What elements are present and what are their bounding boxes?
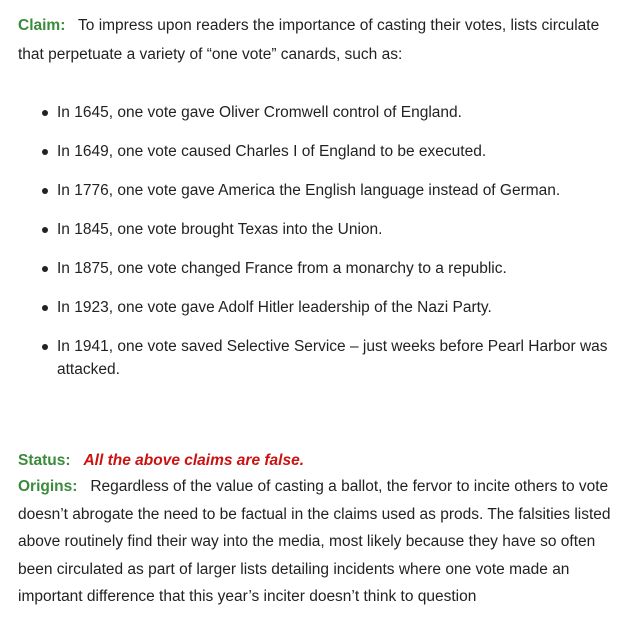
claim-paragraph (18, 11, 628, 69)
list-item: In 1776, one vote gave America the English language instead of German. (18, 179, 628, 202)
status-label: Status: (18, 452, 71, 469)
status-value: All the above claims are false. (83, 452, 305, 469)
claims-list (18, 101, 628, 397)
origins-paragraph (18, 473, 624, 611)
claim-label: Claim: (18, 17, 66, 34)
claim-text: To impress upon readers the importance of casting their votes, lists circulate that perpetuate a variety of “one vote” canards, such as: (18, 17, 600, 63)
list-item: In 1923, one vote gave Adolf Hitler leadership of the Nazi Party. (18, 296, 628, 319)
list-item: In 1875, one vote changed France from a monarchy to a republic. (18, 257, 628, 280)
list-item: In 1845, one vote brought Texas into the Union. (18, 218, 628, 241)
origins-text: Regardless of the value of casting a ballot, the fervor to incite others to vote doesn’t abrogate the need to be factual in the claims used as prods. The falsities listed above routinely find their way into the media, most likely because they have so often been circulated as part of larger lists detailing incidents where one vote made an important difference that this year’s inciter doesn’t think to question (18, 478, 611, 605)
list-item: In 1649, one vote caused Charles I of England to be executed. (18, 140, 628, 163)
list-item: In 1645, one vote gave Oliver Cromwell control of England. (18, 101, 628, 124)
status-line (18, 449, 628, 473)
origins-label: Origins: (18, 478, 78, 495)
list-item: In 1941, one vote saved Selective Service – just weeks before Pearl Harbor was attacked. (18, 335, 628, 381)
